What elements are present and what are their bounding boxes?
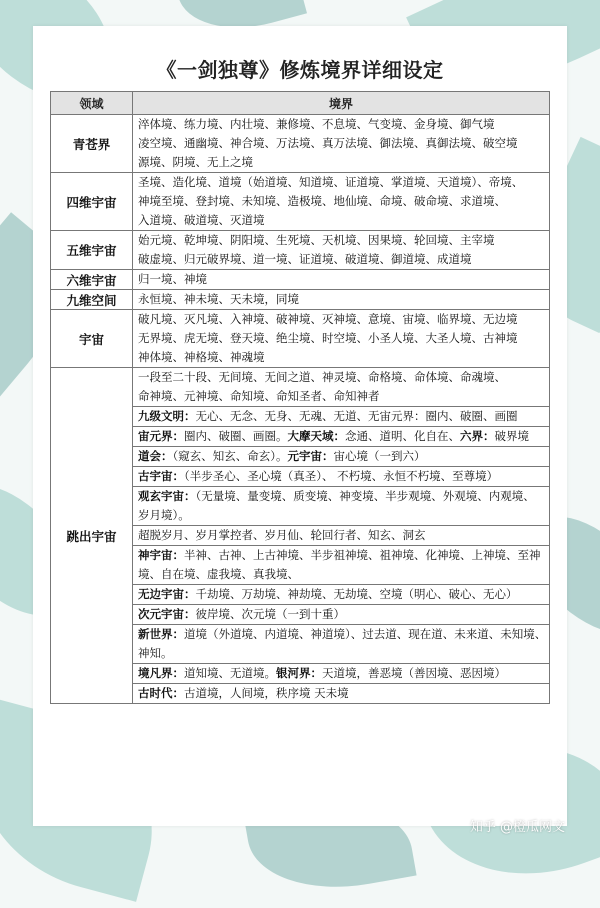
level-line: 神境至境、登封境、未知境、造极境、地仙境、命境、破命境、求道境、 xyxy=(138,194,506,208)
subrealm-text: 圈内、破圈、画圈。 xyxy=(184,429,288,443)
document-card xyxy=(33,26,567,826)
level-line: 圣境、造化境、道境（始道境、知道境、证道境、掌道境、天道境）、帝境、 xyxy=(138,175,524,189)
subrealm-label: 道会： xyxy=(138,449,173,463)
realm-levels xyxy=(133,115,550,173)
subrealm-text: 道知境、无道境。 xyxy=(184,666,276,680)
table-row xyxy=(51,310,550,368)
table-row xyxy=(51,231,550,270)
level-line xyxy=(133,545,549,565)
level-line: 入道境、破道境、灭道境 xyxy=(138,213,265,227)
header-realm: 领域 xyxy=(51,92,133,115)
level-line xyxy=(133,663,549,683)
subrealm-label: 元宇宙： xyxy=(287,449,334,463)
realm-name: 跳出宇宙 xyxy=(51,368,133,704)
level-line: 命神境、元神境、命知境、命知圣者、命知神者 xyxy=(138,389,380,403)
subrealm-text: 千劫境、万劫境、神劫境、无劫境、空境（明心、破心、无心） xyxy=(195,587,518,601)
subrealm-label: 境凡界： xyxy=(138,666,184,680)
table-row xyxy=(51,173,550,231)
level-line: 神体境、神格境、神魂境 xyxy=(138,350,265,364)
realm-levels xyxy=(133,231,550,270)
level-line: 神知。 xyxy=(138,646,173,660)
subrealm-text: （半步圣心、圣心境（真圣）、 不朽境、永恒不朽境、至尊境） xyxy=(184,469,499,483)
level-line: 超脱岁月、岁月掌控者、岁月仙、轮回行者、知玄、洞玄 xyxy=(133,525,549,545)
level-line xyxy=(133,466,549,486)
subrealm-label: 古时代： xyxy=(138,686,184,700)
level-line xyxy=(133,426,549,446)
table-row xyxy=(51,368,550,704)
realm-name: 宇宙 xyxy=(51,310,133,368)
subrealm-text: 半神、古神、上古神境、半步祖神境、祖神境、化神境、上神境、至神 xyxy=(184,548,541,562)
subrealm-text: 破界境 xyxy=(494,429,529,443)
document-title: 《一剑独尊》修炼境界详细设定 xyxy=(156,58,444,82)
level-line: 破凡境、灭凡境、入神境、破神境、灭神境、意境、宙境、临界境、无边境 xyxy=(138,312,518,326)
level-line: 破虚境、归元破界境、道一境、证道境、破道境、御道境、成道境 xyxy=(138,252,472,266)
subrealm-label: 观玄宇宙： xyxy=(138,489,196,503)
table-header-row xyxy=(51,92,550,115)
level-line: 源境、阴境、无上之境 xyxy=(138,155,253,169)
level-line xyxy=(133,446,549,466)
level-line xyxy=(133,406,549,426)
subrealm-label: 次元宇宙： xyxy=(138,607,196,621)
subrealm-text: 道境（外道境、内道境、神道境）、过去道、现在道、未来道、未知境、 xyxy=(184,627,547,641)
level-line xyxy=(133,604,549,624)
level-line: 凌空境、通幽境、神合境、万法境、真万法境、御法境、真御法境、破空境 xyxy=(138,136,518,150)
realm-table xyxy=(50,91,550,704)
subrealm-text: 天道境，善恶境（善因境、恶因境） xyxy=(322,666,506,680)
subrealm-text: 宙心境（一到六） xyxy=(333,449,426,463)
level-line: 境、自在境、虚我境、真我境、 xyxy=(138,567,299,581)
subrealm-label: 银河界： xyxy=(276,666,322,680)
subrealm-label: 宙元界： xyxy=(138,429,184,443)
subrealm-text: 彼岸境、次元境（一到十重） xyxy=(195,607,345,621)
table-row xyxy=(51,270,550,290)
subrealm-label: 大摩天域： xyxy=(287,429,345,443)
realm-levels xyxy=(133,270,550,290)
level-line: 归一境、神境 xyxy=(138,272,207,286)
level-line xyxy=(133,624,549,644)
subrealm-text: 古道境，人间境，秩序境 天未境 xyxy=(184,686,349,700)
realm-levels xyxy=(133,368,550,704)
level-line xyxy=(133,486,549,506)
realm-name: 五维宇宙 xyxy=(51,231,133,270)
subrealm-label: 六界： xyxy=(460,429,495,443)
table-row xyxy=(51,115,550,173)
level-line: 永恒境、神未境、天未境，同境 xyxy=(138,292,299,306)
realm-name: 青苍界 xyxy=(51,115,133,173)
subrealm-text: 无心、无念、无身、无魂、无道、无宙元界：圈内、破圈、画圈 xyxy=(195,409,518,423)
subrealm-label: 无边宇宙： xyxy=(138,587,196,601)
level-line: 岁月境）。 xyxy=(138,508,190,522)
realm-levels xyxy=(133,290,550,310)
level-line: 一段至二十段、无间境、无间之道、神灵境、命格境、命体境、命魂境、 xyxy=(138,370,506,384)
realm-name: 九维空间 xyxy=(51,290,133,310)
header-levels: 境界 xyxy=(133,92,550,115)
level-line: 始元境、乾坤境、阴阳境、生死境、天机境、因果境、轮回境、主宰境 xyxy=(138,233,495,247)
realm-name: 四维宇宙 xyxy=(51,173,133,231)
subrealm-label: 九级文明： xyxy=(138,409,196,423)
realm-levels xyxy=(133,310,550,368)
realm-name: 六维宇宙 xyxy=(51,270,133,290)
realm-levels xyxy=(133,173,550,231)
level-line xyxy=(133,683,549,703)
subrealm-label: 新世界： xyxy=(138,627,184,641)
subrealm-text: （无量境、量变境、质变境、神变境、半步观境、外观境、内观境、 xyxy=(195,489,535,503)
level-line: 淬体境、练力境、内壮境、兼修境、不息境、气变境、金身境、御气境 xyxy=(138,117,495,131)
level-line xyxy=(133,584,549,604)
subrealm-text: 念通、道明、化自在、 xyxy=(345,429,460,443)
subrealm-label: 古宇宙： xyxy=(138,469,184,483)
subrealm-label: 神宇宙： xyxy=(138,548,184,562)
level-line: 无界境、虎无境、登天境、绝尘境、时空境、小圣人境、大圣人境、古神境 xyxy=(138,331,518,345)
watermark: 知乎 @橙瓜网文 xyxy=(469,820,565,835)
table-row xyxy=(51,290,550,310)
subrealm-text: （窥玄、知玄、命玄）。 xyxy=(172,449,288,463)
